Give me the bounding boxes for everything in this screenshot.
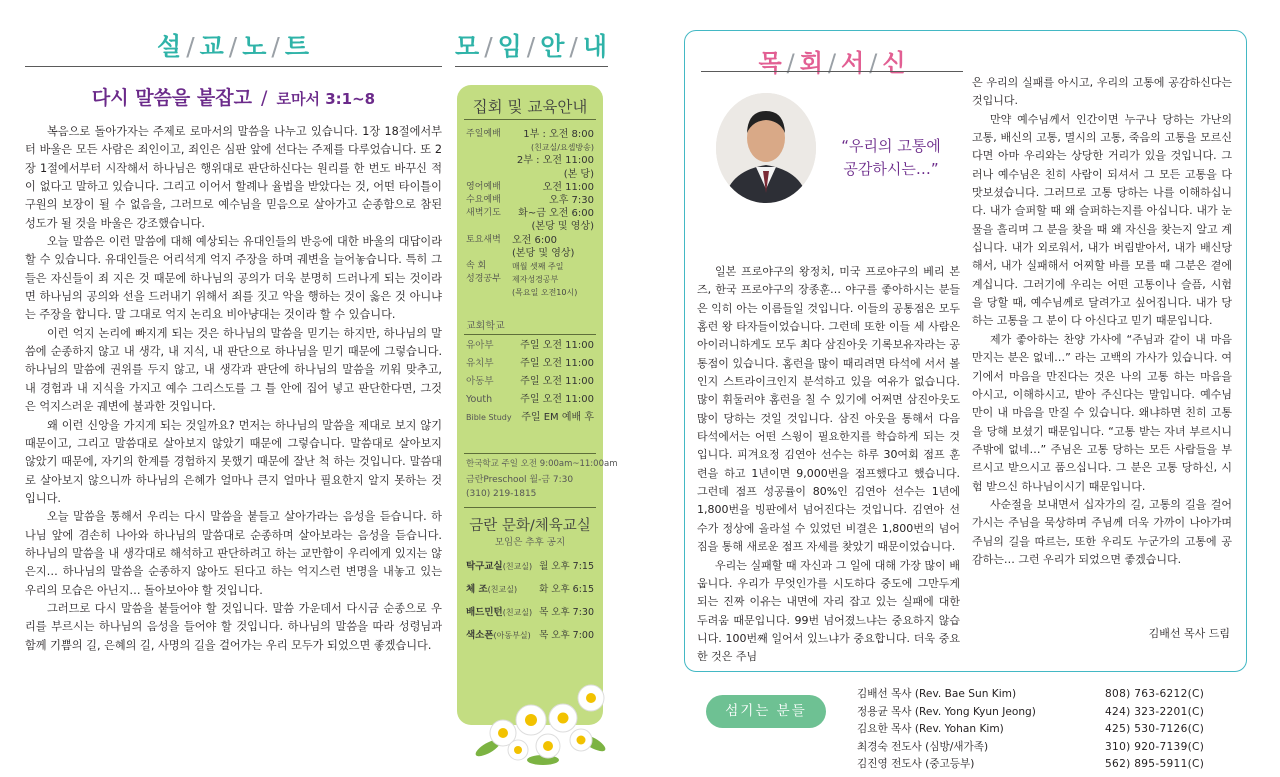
divider [464, 453, 596, 454]
sermon-paragraph: 복음으로 돌아가자는 주제로 로마서의 말씀을 나누고 있습니다. 1장 18절에서부터 바울은 모든 사람은 죄인이고, 죄인은 심판 앞에 선다는 주제를 다루었습니다. 또 2장 1절에서부터 시작해서 하나님은 행위대로 판단하신다는 원리를 한 번도 바꾸신 적이 없다고 말하고 있습니다. 그리고 이어서 할례나 율법을 받았다는 것, 어떤 타이틀이 구원의 보장이 될 수 없음을, 그러므로 예수님을 믿음으로 살아가고 순종함으로 참된 성도가 될 것을 바울은 강조했습니다. [25, 125, 442, 230]
title-char: 트 [284, 32, 310, 61]
culture-note: 모임은 추후 공지 [494, 536, 566, 548]
scripture-reference: 로마서 3:1~8 [276, 90, 376, 108]
title-char: 교 [199, 32, 225, 61]
culture-row: 체 조(친교실) 화 오후 6:15 [466, 583, 594, 595]
school-row: Youth 주일 오전 11:00 [466, 393, 594, 405]
daisy-flowers-icon [473, 678, 613, 768]
server-row: 최경숙 전도사 (심방/새가족) 310) 920-7139(C) [857, 740, 1205, 753]
letter-paragraph: 제가 좋아하는 찬양 가사에 “주님과 같이 내 마음 만지는 분은 없네…” 라는 고백의 가사가 있습니다. 여기에서 마음을 만진다는 것은 나의 고통 하는 마음을 아시고, 이해하시고, 받아 주신다는 말입니다. 예수님만이 내 마음을 만질 수 있습니다. 왜냐하면 친히 고통을 당해 보셨기 때문입니다. “고통 받는 자녀 부르시니 주밖에 없네…” 주님은 고통 당하는 모든 사람들을 부르시고 받으시고 품으십니다. 그 분은 고통 당하신, 시험 받으신 하나님이시기 때문입니다. [972, 332, 1232, 493]
letter-paragraph: 우리는 실패할 때 자신과 그 일에 대해 가장 많이 배웁니다. 우리가 무엇인가를 시도하다 중도에 그만두게 되는 진짜 이유는 내면에 자리 잡고 있는 실패에 대한 두려움 때문입니다. 99번 넘어졌느냐는 중요하지 않습니다. 100번째 일어서 있느냐가 중요합니다. 더욱 중요한 것은 주님 [697, 558, 960, 664]
person-icon [716, 93, 816, 203]
sermon-paragraph: 오늘 말씀을 통해서 우리는 다시 말씀을 붙들고 살아가라는 음성을 듣습니다. 하나님 앞에 겸손히 나아와 하나님의 말씀대로 순종하며 살아보라는 음성을 듣습니다. 하나님의 말씀을 내 생각대로 해석하고 판단하려고 하는 교만함이 우리에게 있지는 않은지… 하나님의 말씀을 순종하지 않아도 된다고 하는 억지스런 변명을 내놓고 있는 우리의 모습은 아닌지… 돌아보아야 할 것입니다. [25, 510, 442, 597]
worship-row: 수요예배 오후 7:30 [466, 195, 594, 207]
meetings-section-title: 모 / 임 / 안 / 내 [455, 32, 608, 61]
divider [464, 334, 596, 335]
title-char: 모 [455, 32, 481, 61]
preschool-info: 금란Preschool 월-금 7:30 [466, 474, 574, 485]
worship-row: 주일예배 1부 : 오전 8:00 [466, 129, 594, 140]
worship-row: 새벽기도 화~금 오전 6:00 [466, 208, 594, 220]
title-char: 설 [157, 32, 183, 61]
servers-label-badge: 섬기는 분들 [706, 695, 826, 728]
letter-right-text [972, 74, 1232, 569]
letter-paragraph: 일본 프로야구의 왕정치, 미국 프로야구의 베리 본즈, 한국 프로야구의 장종훈… 야구를 좋아하시는 분들은 익히 아는 이름들일 것입니다. 이들의 공통점은 모두 홈런 왕 타자들이었습니다. 그런데 또한 이들 세 사람은 아이러니하게도 모두 최다 삼진아웃 기록보유자라는 공통점이 있습니다. 홈런을 많이 때리려면 타석에 서서 볼인지 스트라이크인지 분석하고 있을 여유가 없습니다. 많이 휘둘러야 홈런을 칠 수 있기에 어쩌면 삼진아웃도 많이 당하는 것일 것입니다. 삼진 아웃을 통해서 다음 타석에서는 어떤 스윙이 필요한지를 학습하게 되는 것입니다. 피겨요정 김연아 선수는 하루 30여회 점프 훈련을 하고 1년이면 9,000번을 점프했다고 했습니다. 그런데 점프 성공률이 80%인 김연아 선수는 1년에 1,800번을 빙판에서 넘어진다는 것입니다. 김연아 선수가 정상에 올라설 수 있었던 비결은 1,800번의 넘어짐을 통해 새로운 점프 자세를 찾았기 때문이었습니다. [697, 265, 960, 554]
title-char: 목 [758, 49, 783, 77]
title-char: 신 [882, 49, 907, 77]
title-char: 회 [799, 49, 824, 77]
meetings-column [455, 28, 618, 768]
pastor-signature: 김배선 목사 드림 [1148, 627, 1230, 640]
sermon-paragraph: 오늘 말씀은 이런 말씀에 대해 예상되는 유대인들의 반응에 대한 바울의 대답이라 할 수 있습니다. 유대인들은 어리석게 억지 주장을 하며 궤변을 늘어놓습니다. 특히 그들은 자신들이 죄 지은 것 때문에 하나님의 공의가 더욱 분명히 드러나게 되는 것이라면 하나님의 공의와 선을 드러내기 위해서 죄를 짓고 악을 행하는 것이 옳은 것 아니냐는 주장을 합니다. 말 그대로 억지 논리요 비아냥대는 것이라 할 수 있습니다. [25, 235, 442, 322]
korean-school-info: 한국학교 주일 오전 9:00am~11:00am [466, 458, 618, 469]
culture-row: 탁구교실(친교실) 월 오후 7:15 [466, 560, 594, 572]
worship-row: (본당 및 영상) [531, 221, 594, 233]
divider [25, 66, 442, 67]
title-char: 노 [242, 32, 268, 61]
title-char: 서 [841, 49, 866, 77]
pastor-quote: “우리의 고통에 공감하시는…” [841, 137, 941, 178]
worship-row: 토요새벽 오전 6:00 [466, 234, 557, 246]
servers-list [857, 686, 1247, 774]
sermon-paragraph: 왜 이런 신앙을 가지게 되는 것일까요? 먼저는 하나님의 말씀을 제대로 보지 않기 때문이고, 그리고 말씀대로 살아보지 않았기 때문에 그렇습니다. 말씀대로 살아보지 않았기 때문에, 자기의 한계를 경험하지 못했기 때문에 잘난 척 하는 것입니다. 말씀대로 살아보지 않으니까 하나님의 은혜가 얼마나 큰지 얼마나 필요한지 알지 못하는 것입니다. [25, 418, 442, 505]
school-row: Bible Study 주일 EM 예배 후 [466, 411, 594, 423]
pastor-letter-box [684, 30, 1247, 672]
preschool-phone: (310) 219-1815 [466, 488, 537, 499]
title-char: 안 [540, 32, 566, 61]
divider [455, 66, 608, 67]
meetings-box [457, 85, 618, 725]
title-separator: / [261, 87, 268, 109]
server-row: 정용균 목사 (Rev. Yong Kyun Jeong) 424) 323-2201(C) [857, 705, 1205, 718]
culture-title: 금란 문화/체육교실 [469, 517, 591, 534]
server-row: 김요한 목사 (Rev. Yohan Kim) 425) 530-7126(C) [857, 723, 1205, 735]
culture-row: 배드민턴(친교실) 목 오후 7:30 [466, 606, 594, 618]
server-row: 김진영 전도사 (중고등부) 562) 895-5911(C) [857, 758, 1205, 770]
server-row: 김배선 목사 (Rev. Bae Sun Kim) 808) 763-6212(C) [857, 688, 1205, 700]
title-char: 임 [497, 32, 523, 61]
title-char: 내 [582, 32, 608, 61]
meetings-box-title: 집회 및 교육안내 [472, 98, 588, 116]
letter-paragraph: 사순절을 보내면서 십자가의 길, 고통의 길을 걸어가시는 주님을 묵상하며 주님께 더욱 가까이 나아가며 주님의 길을 따르는, 또한 우리도 누군가의 고통에 공감하는… 그런 우리가 되었으면 좋겠습니다. [972, 497, 1232, 566]
divider [701, 71, 963, 72]
worship-row: 영어예배 오전 11:00 [466, 181, 594, 193]
sermon-heading [25, 83, 442, 113]
sermon-section-title: 설 / 교 / 노 / 트 [157, 32, 310, 61]
sermon-column [25, 28, 442, 768]
letter-section-title: 목 / 회 / 서 / 신 [758, 49, 907, 77]
pastor-photo [716, 93, 816, 203]
divider [464, 507, 596, 508]
letter-paragraph: 만약 예수님께서 인간이면 누구나 당하는 가난의 고통, 배신의 고통, 멸시의 고통, 죽음의 고통을 모르신다면 아마 우리와는 상당한 거리가 있을 것입니다. 그러나 예수님은 친히 사람이 되셔서 그 모든 고통을 다 맛보셨습니다. 그러므로 고통 당하는 나를 이해하십니다. 내가 슬퍼할 때 왜 슬퍼하는지를 아십니다. 내가 눈물을 흘리며 그 분을 찾을 때 왜 자신을 찾는지 알고 계십니다. 내가 외로워서, 내가 버림받아서, 내가 배신당해서, 내가 실패해서 어찌할 바를 모를 때 그분은 곁에 계십니다. 그러기에 우리는 어떤 고통이나 슬픔, 시험을 당할 때, 예수님께로 달려가고 싶어집니다. 내가 당하는 고통을 그 분이 다 아신다고 믿기 때문입니다. [972, 112, 1232, 328]
sermon-paragraph: 이런 억지 논리에 빠지게 되는 것은 하나님의 말씀을 믿기는 하지만, 하나님의 말씀에 순종하지 않고 내 생각, 내 지식, 내 판단으로 하나님을 믿기 때문에 그렇습니다. 하나님의 말씀에 권위를 두지 않고, 내 생각과 판단에 하나님의 말씀을 끼워 맞추고, 내 경험과 내 지식을 가지고 예수 그리스도를 그 틀 안에 집어 넣고 판단한다면, 그것은 억지스러운 궤변에 불과한 것입니다. [25, 326, 442, 414]
school-row: 아동부 주일 오전 11:00 [466, 375, 594, 387]
culture-row: 색소폰(아동부실) 목 오후 7:00 [466, 629, 594, 641]
sermon-title: 다시 말씀을 붙잡고 [91, 87, 252, 109]
letter-paragraph: 은 우리의 실패를 아시고, 우리의 고통에 공감하신다는 것입니다. [972, 76, 1232, 108]
school-row: 유아부 주일 오전 11:00 [466, 339, 594, 351]
school-row: 유치부 주일 오전 11:00 [466, 357, 594, 369]
school-label: 교회학교 [466, 320, 505, 332]
worship-row: (본당 및 영상) [512, 247, 575, 259]
worship-row: (본 당) [563, 168, 594, 180]
worship-row: 성경공부 제자성경공부 [466, 274, 559, 285]
letter-left-text [697, 263, 960, 667]
worship-row: 2부 : 오전 11:00 [516, 155, 594, 167]
worship-row: (목요일 오전10시) [512, 288, 578, 298]
worship-row: 속 회 매월 셋째 주일 [466, 261, 564, 272]
worship-row: (친교실/요셉방송) [530, 143, 594, 153]
sermon-paragraph: 그러므로 다시 말씀을 붙들어야 할 것입니다. 말씀 가운데서 다시금 순종으로 우리를 부르시는 하나님의 음성을 들어야 할 것입니다. 하나님의 말씀을 따라 성령님과 함께 기쁨의 길, 은혜의 길, 사명의 길을 걸어가는 우리 모두가 되었으면 좋겠습니다. [25, 601, 442, 652]
sermon-body [25, 123, 442, 655]
